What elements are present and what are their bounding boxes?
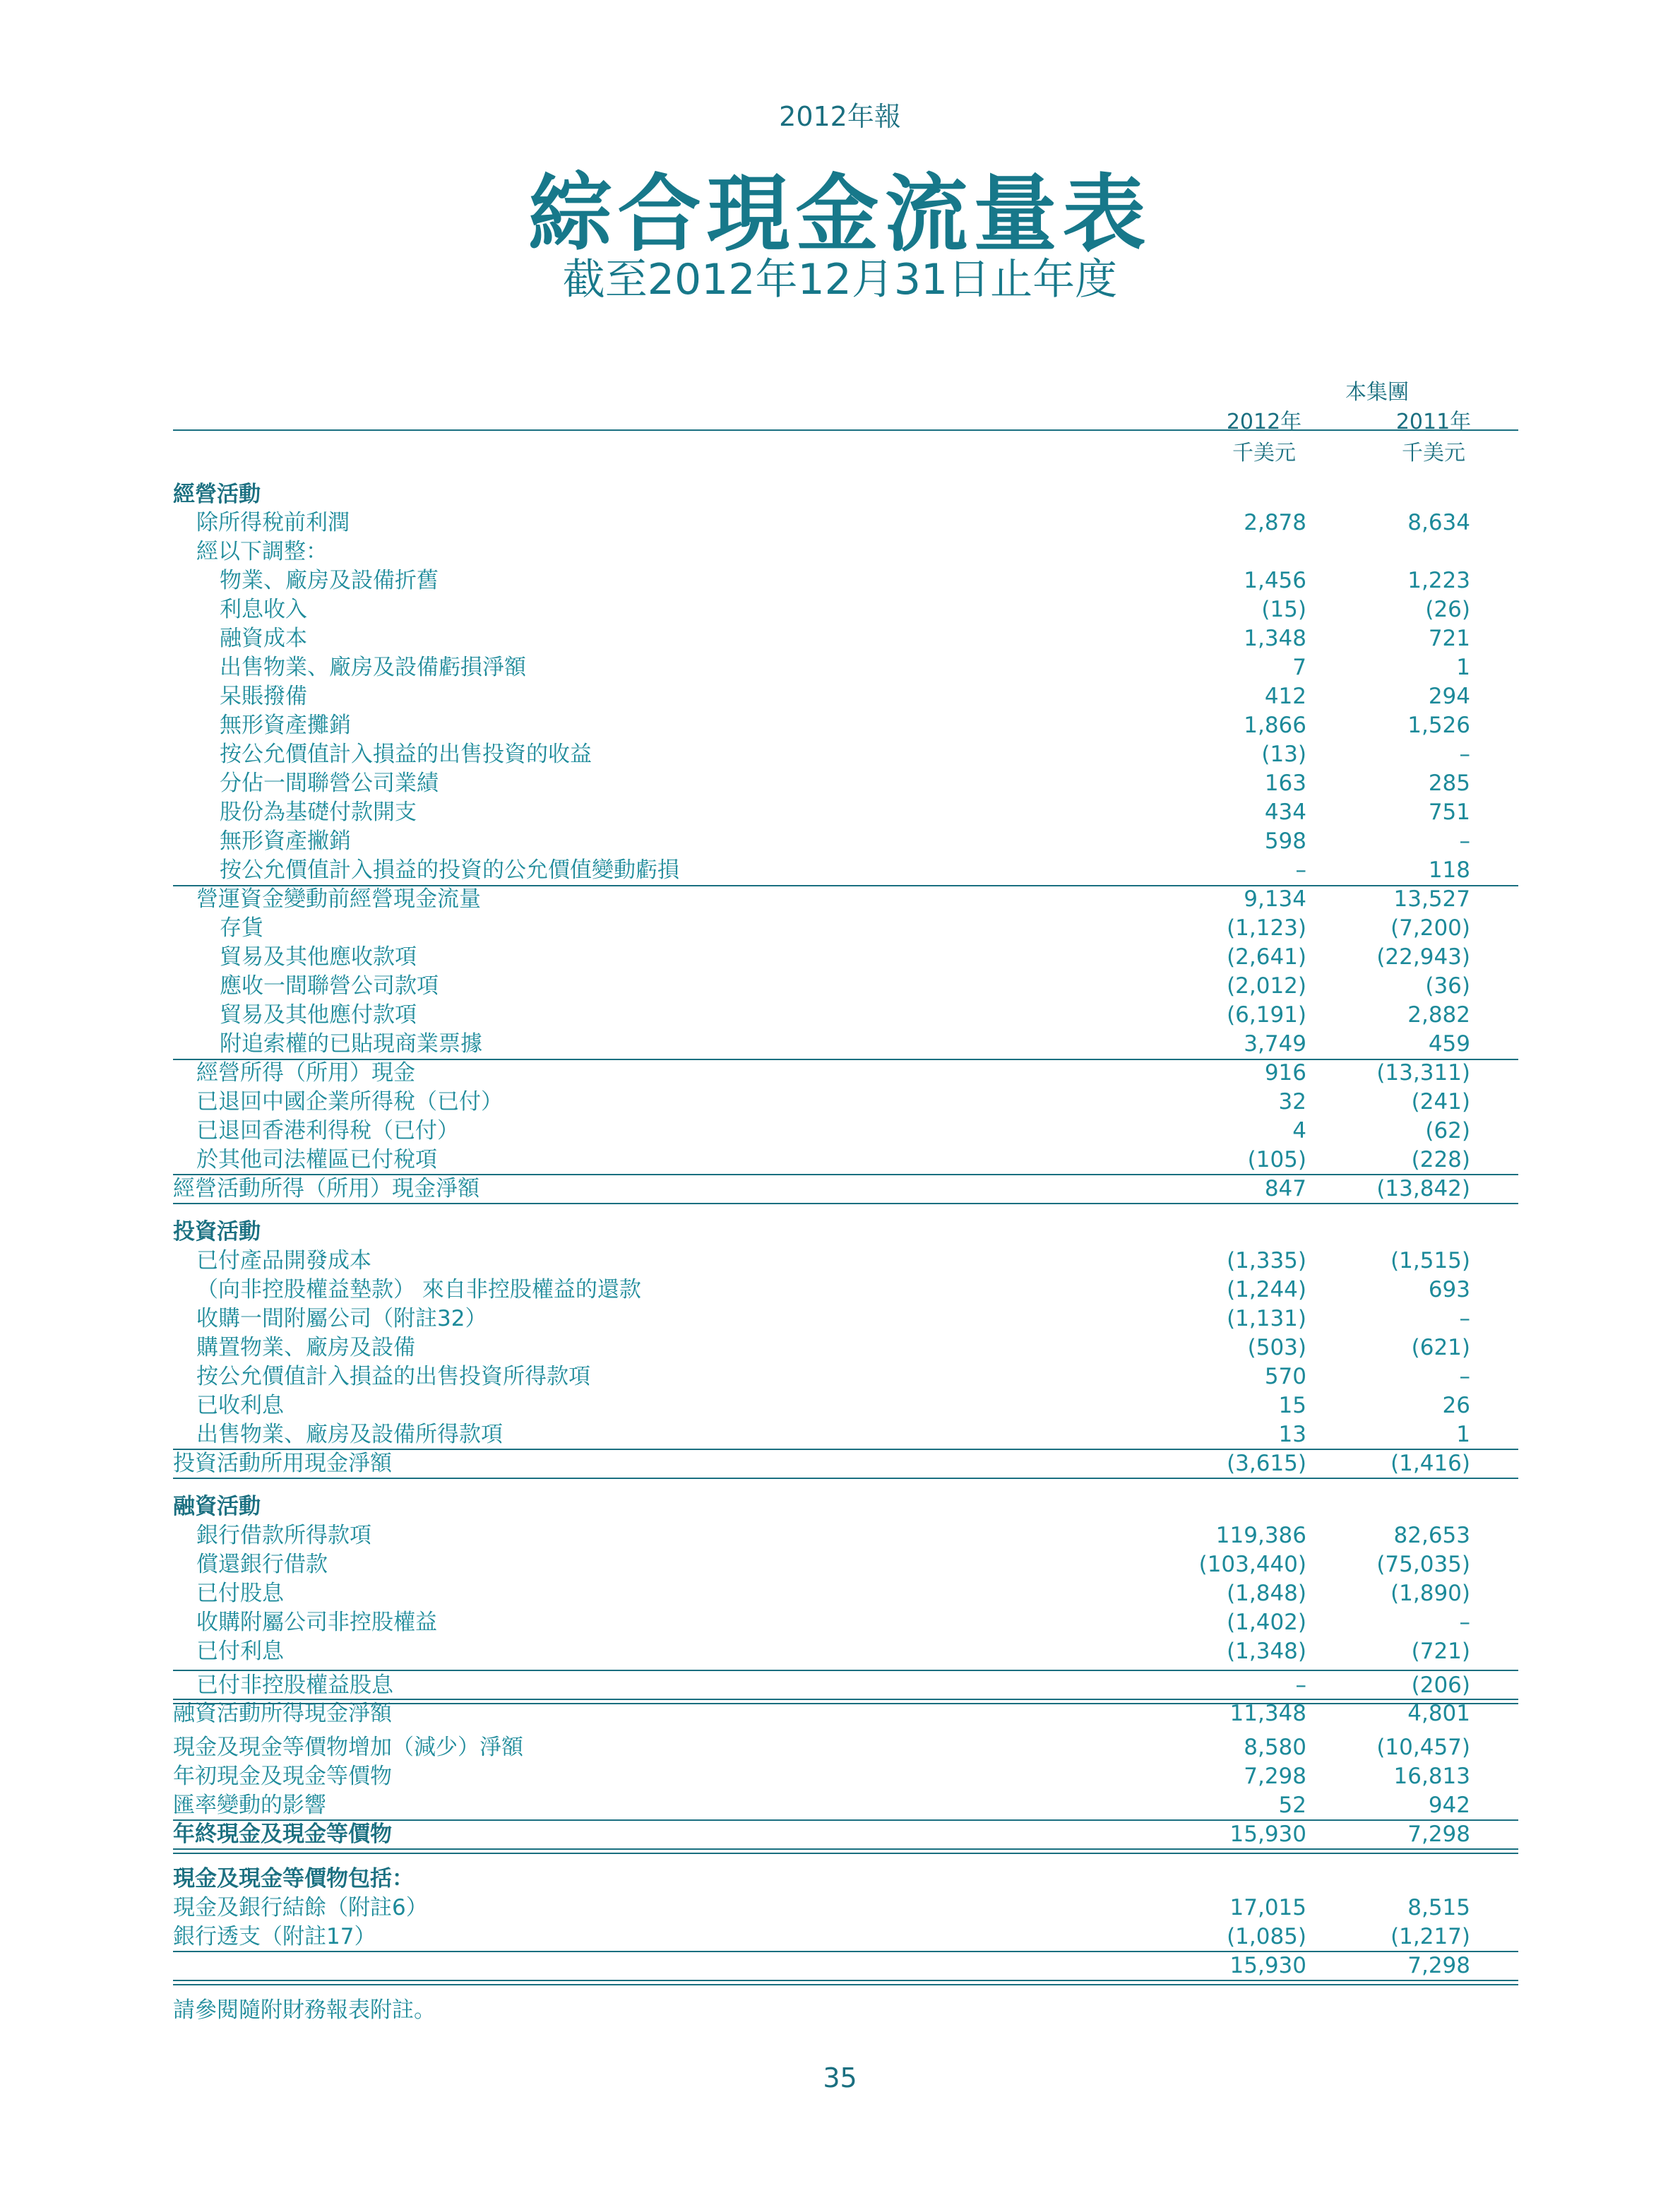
value-2011: 721 xyxy=(1428,626,1470,651)
table-row xyxy=(173,943,1518,972)
value-2012: (15) xyxy=(1261,597,1306,622)
value-2012: 13 xyxy=(1278,1422,1306,1447)
value-2011: 8,515 xyxy=(1407,1895,1470,1920)
value-2012: 17,015 xyxy=(1229,1895,1306,1920)
row-label: 已付利息 xyxy=(196,1639,284,1664)
row-label: 年終現金及現金等價物 xyxy=(173,1822,392,1847)
row-label: 應收一間聯營公司款項 xyxy=(220,973,439,999)
row-label: 收購一間附屬公司（附註32） xyxy=(196,1306,487,1331)
value-2011: – xyxy=(1459,1306,1470,1331)
group-label: 本集團 xyxy=(1345,380,1409,405)
section-header xyxy=(173,1492,1518,1521)
value-2011: 1 xyxy=(1456,655,1470,680)
value-2012: 9,134 xyxy=(1244,886,1306,912)
table-row xyxy=(173,1146,1518,1175)
table-row xyxy=(173,1030,1518,1059)
table-rule xyxy=(173,1819,1518,1821)
value-2011: 751 xyxy=(1428,800,1470,825)
row-label: 按公允價值計入損益的投資的公允價值變動虧損 xyxy=(220,857,679,883)
value-2012: 7 xyxy=(1292,655,1306,680)
table-row xyxy=(173,1059,1518,1088)
value-2011: (13,311) xyxy=(1376,1060,1470,1086)
row-label: 分佔一間聯營公司業績 xyxy=(220,771,439,796)
row-label: 經營所得（所用）現金 xyxy=(196,1060,415,1086)
column-header-2012-year: 2012年 xyxy=(1226,410,1302,434)
table-row xyxy=(173,509,1518,537)
table-row xyxy=(173,1117,1518,1146)
value-2012: (1,085) xyxy=(1227,1924,1306,1949)
value-2011: (206) xyxy=(1411,1673,1470,1698)
value-2012: 847 xyxy=(1264,1176,1306,1201)
value-2011: (1,416) xyxy=(1390,1451,1470,1476)
value-2011: (26) xyxy=(1425,597,1470,622)
table-row xyxy=(173,653,1518,682)
row-label: 按公允價值計入損益的出售投資的收益 xyxy=(220,742,592,767)
table-row xyxy=(173,914,1518,943)
value-2012: 119,386 xyxy=(1215,1523,1306,1548)
row-label: 存貨 xyxy=(220,915,263,941)
row-label: 投資活動 xyxy=(173,1219,261,1245)
value-2012: (2,012) xyxy=(1227,973,1306,999)
value-2012: 570 xyxy=(1264,1364,1306,1389)
row-label: 已退回中國企業所得稅（已付） xyxy=(196,1089,503,1115)
value-2011: 26 xyxy=(1442,1393,1470,1418)
value-2011: (621) xyxy=(1411,1335,1470,1360)
table-row xyxy=(173,740,1518,769)
value-2011: (22,943) xyxy=(1376,944,1470,970)
table-row xyxy=(173,1733,1518,1762)
value-2011: – xyxy=(1459,828,1470,854)
row-label: 已付產品開發成本 xyxy=(196,1248,371,1273)
table-row xyxy=(173,624,1518,653)
table-rule xyxy=(173,1174,1518,1175)
value-2011: – xyxy=(1459,1610,1470,1635)
value-2011: 693 xyxy=(1428,1277,1470,1302)
row-label: 銀行透支（附註17） xyxy=(173,1924,376,1949)
value-2012: – xyxy=(1295,857,1306,883)
table-row xyxy=(173,1820,1518,1849)
row-label: 附追索權的已貼現商業票據 xyxy=(220,1031,482,1057)
value-2011: 13,527 xyxy=(1393,886,1470,912)
row-label: 投資活動所用現金淨額 xyxy=(173,1451,392,1476)
value-2011: 16,813 xyxy=(1393,1764,1470,1789)
value-2011: (1,890) xyxy=(1390,1581,1470,1606)
value-2012: (1,402) xyxy=(1227,1610,1306,1635)
value-2011: (1,217) xyxy=(1390,1924,1470,1949)
value-2012: (103,440) xyxy=(1198,1552,1306,1577)
table-row xyxy=(173,1550,1518,1579)
table-row xyxy=(173,1637,1518,1666)
table-row xyxy=(173,566,1518,595)
table-row xyxy=(173,1791,1518,1820)
table-rule xyxy=(173,1703,1518,1704)
section-header xyxy=(173,1218,1518,1247)
value-2012: (105) xyxy=(1247,1147,1306,1172)
row-label: 經以下調整： xyxy=(196,539,328,564)
value-2011: 942 xyxy=(1428,1793,1470,1818)
value-2012: (503) xyxy=(1247,1335,1306,1360)
row-label: 現金及現金等價物包括： xyxy=(173,1866,414,1891)
table-rule xyxy=(173,885,1518,886)
row-label: 出售物業、廠房及設備虧損淨額 xyxy=(220,655,526,680)
row-label: 年初現金及現金等價物 xyxy=(173,1764,392,1789)
table-rule xyxy=(173,1670,1518,1671)
row-label: 物業、廠房及設備折舊 xyxy=(220,568,439,593)
table-row xyxy=(173,1333,1518,1362)
value-2012: 8,580 xyxy=(1244,1735,1306,1760)
row-label: 除所得稅前利潤 xyxy=(196,510,350,535)
table-row xyxy=(173,1923,1518,1952)
footnote: 請參閱隨附財務報表附註。 xyxy=(173,1997,436,2023)
row-label: 經營活動所得（所用）現金淨額 xyxy=(173,1176,479,1201)
value-2012: 32 xyxy=(1278,1089,1306,1115)
table-row xyxy=(173,1305,1518,1333)
section-header xyxy=(173,1865,1518,1894)
value-2011: – xyxy=(1459,742,1470,767)
value-2011: (7,200) xyxy=(1390,915,1470,941)
value-2012: 7,298 xyxy=(1244,1764,1306,1789)
table-row xyxy=(173,711,1518,740)
table-row xyxy=(173,1952,1518,1980)
value-2012: 2,878 xyxy=(1244,510,1306,535)
value-2012: 916 xyxy=(1264,1060,1306,1086)
row-label: 利息收入 xyxy=(220,597,307,622)
value-2012: 434 xyxy=(1264,800,1306,825)
row-label: 償還銀行借款 xyxy=(196,1552,328,1577)
table-row xyxy=(173,798,1518,827)
table-row xyxy=(173,1001,1518,1030)
value-2012: 15,930 xyxy=(1229,1822,1306,1847)
row-label: 貿易及其他應收款項 xyxy=(220,944,417,970)
row-label: 融資活動所得現金淨額 xyxy=(173,1701,392,1726)
table-row xyxy=(173,972,1518,1001)
table-row xyxy=(173,1362,1518,1391)
table-row xyxy=(173,1449,1518,1478)
row-label: 已退回香港利得稅（已付） xyxy=(196,1118,459,1144)
value-2012: 163 xyxy=(1264,771,1306,796)
value-2011: 1,223 xyxy=(1407,568,1470,593)
header-rule xyxy=(173,429,1518,431)
row-label: 融資成本 xyxy=(220,626,307,651)
table-row xyxy=(173,682,1518,711)
table-row xyxy=(173,1894,1518,1923)
value-2012: (1,335) xyxy=(1227,1248,1306,1273)
page-number: 35 xyxy=(823,2062,857,2093)
row-label: 經營活動 xyxy=(173,482,261,507)
value-2011: (13,842) xyxy=(1376,1176,1470,1201)
value-2012: (2,641) xyxy=(1227,944,1306,970)
table-row xyxy=(173,827,1518,856)
table-row xyxy=(173,1671,1518,1700)
value-2012: 15 xyxy=(1278,1393,1306,1418)
page-title: 綜合現金流量表 xyxy=(528,165,1152,263)
table-row xyxy=(173,537,1518,566)
row-label: 已收利息 xyxy=(196,1393,284,1418)
value-2011: – xyxy=(1459,1364,1470,1389)
row-label: 現金及銀行結餘（附註6） xyxy=(173,1895,428,1920)
row-label: 營運資金變動前經營現金流量 xyxy=(196,886,481,912)
table-row xyxy=(173,769,1518,798)
row-label: （向非控股權益墊款） 來自非控股權益的還款 xyxy=(196,1277,641,1302)
table-row xyxy=(173,1579,1518,1608)
table-row xyxy=(173,1088,1518,1117)
value-2011: 4,801 xyxy=(1407,1701,1470,1726)
value-2012: (13) xyxy=(1261,742,1306,767)
table-row xyxy=(173,1521,1518,1550)
report-label: 2012年報 xyxy=(779,101,901,132)
column-header-2012-unit: 千美元 xyxy=(1232,441,1296,465)
value-2011: (36) xyxy=(1425,973,1470,999)
value-2012: 4 xyxy=(1292,1118,1306,1144)
value-2012: 1,348 xyxy=(1244,626,1306,651)
table-row xyxy=(173,1247,1518,1276)
row-label: 現金及現金等價物增加（減少）淨額 xyxy=(173,1735,523,1760)
table-rule xyxy=(173,1853,1518,1854)
value-2011: 285 xyxy=(1428,771,1470,796)
page-subtitle: 截至2012年12月31日止年度 xyxy=(562,255,1118,304)
row-label: 匯率變動的影響 xyxy=(173,1793,326,1818)
table-row xyxy=(173,885,1518,914)
row-label: 無形資產攤銷 xyxy=(220,713,351,738)
value-2011: (721) xyxy=(1411,1639,1470,1664)
row-label: 購置物業、廠房及設備 xyxy=(196,1335,415,1360)
value-2012: (6,191) xyxy=(1227,1002,1306,1028)
table-row xyxy=(173,856,1518,885)
value-2011: (1,515) xyxy=(1390,1248,1470,1273)
value-2011: 2,882 xyxy=(1407,1002,1470,1028)
table-rule xyxy=(173,1699,1518,1700)
value-2011: 82,653 xyxy=(1393,1523,1470,1548)
value-2011: (228) xyxy=(1411,1147,1470,1172)
value-2012: 11,348 xyxy=(1229,1701,1306,1726)
table-row xyxy=(173,1762,1518,1791)
row-label: 融資活動 xyxy=(173,1494,261,1519)
row-label: 已付非控股權益股息 xyxy=(196,1673,393,1698)
value-2012: (1,131) xyxy=(1227,1306,1306,1331)
table-row xyxy=(173,1276,1518,1305)
value-2012: (1,123) xyxy=(1227,915,1306,941)
value-2012: (1,348) xyxy=(1227,1639,1306,1664)
table-row xyxy=(173,1175,1518,1204)
value-2011: (75,035) xyxy=(1376,1552,1470,1577)
value-2012: 1,866 xyxy=(1244,713,1306,738)
row-label: 無形資產撇銷 xyxy=(220,828,351,854)
value-2011: 118 xyxy=(1428,857,1470,883)
row-label: 呆賬撥備 xyxy=(220,684,307,709)
value-2012: 598 xyxy=(1264,828,1306,854)
row-label: 按公允價值計入損益的出售投資所得款項 xyxy=(196,1364,590,1389)
row-label: 銀行借款所得款項 xyxy=(196,1523,371,1548)
value-2012: 52 xyxy=(1278,1793,1306,1818)
value-2012: (1,848) xyxy=(1227,1581,1306,1606)
column-header-2011-unit: 千美元 xyxy=(1402,441,1465,465)
table-rule xyxy=(173,1203,1518,1204)
column-header-2011-year: 2011年 xyxy=(1395,410,1472,434)
value-2011: 459 xyxy=(1428,1031,1470,1057)
value-2011: (241) xyxy=(1411,1089,1470,1115)
row-label: 收購附屬公司非控股權益 xyxy=(196,1610,437,1635)
value-2011: 7,298 xyxy=(1407,1953,1470,1978)
value-2012: 1,456 xyxy=(1244,568,1306,593)
table-row xyxy=(173,1420,1518,1449)
table-row xyxy=(173,1608,1518,1637)
table-rule xyxy=(173,1951,1518,1952)
row-label: 已付股息 xyxy=(196,1581,284,1606)
value-2012: 412 xyxy=(1264,684,1306,709)
value-2012: 15,930 xyxy=(1229,1953,1306,1978)
value-2012: 3,749 xyxy=(1244,1031,1306,1057)
table-rule xyxy=(173,1984,1518,1985)
section-header xyxy=(173,480,1518,509)
table-rule xyxy=(173,1848,1518,1850)
value-2011: (62) xyxy=(1425,1118,1470,1144)
table-row xyxy=(173,595,1518,624)
table-rule xyxy=(173,1980,1518,1981)
value-2011: (10,457) xyxy=(1376,1735,1470,1760)
value-2011: 8,634 xyxy=(1407,510,1470,535)
table-rule xyxy=(173,1478,1518,1479)
row-label: 於其他司法權區已付稅項 xyxy=(196,1147,437,1172)
value-2012: (1,244) xyxy=(1227,1277,1306,1302)
table-rule xyxy=(173,1059,1518,1060)
table-row xyxy=(173,1391,1518,1420)
row-label: 貿易及其他應付款項 xyxy=(220,1002,417,1028)
value-2011: 1,526 xyxy=(1407,713,1470,738)
table-rule xyxy=(173,1449,1518,1450)
value-2011: 7,298 xyxy=(1407,1822,1470,1847)
value-2012: (3,615) xyxy=(1227,1451,1306,1476)
value-2012: – xyxy=(1295,1673,1306,1698)
value-2011: 1 xyxy=(1456,1422,1470,1447)
row-label: 股份為基礎付款開支 xyxy=(220,800,417,825)
row-label: 出售物業、廠房及設備所得款項 xyxy=(196,1422,503,1447)
value-2011: 294 xyxy=(1428,684,1470,709)
